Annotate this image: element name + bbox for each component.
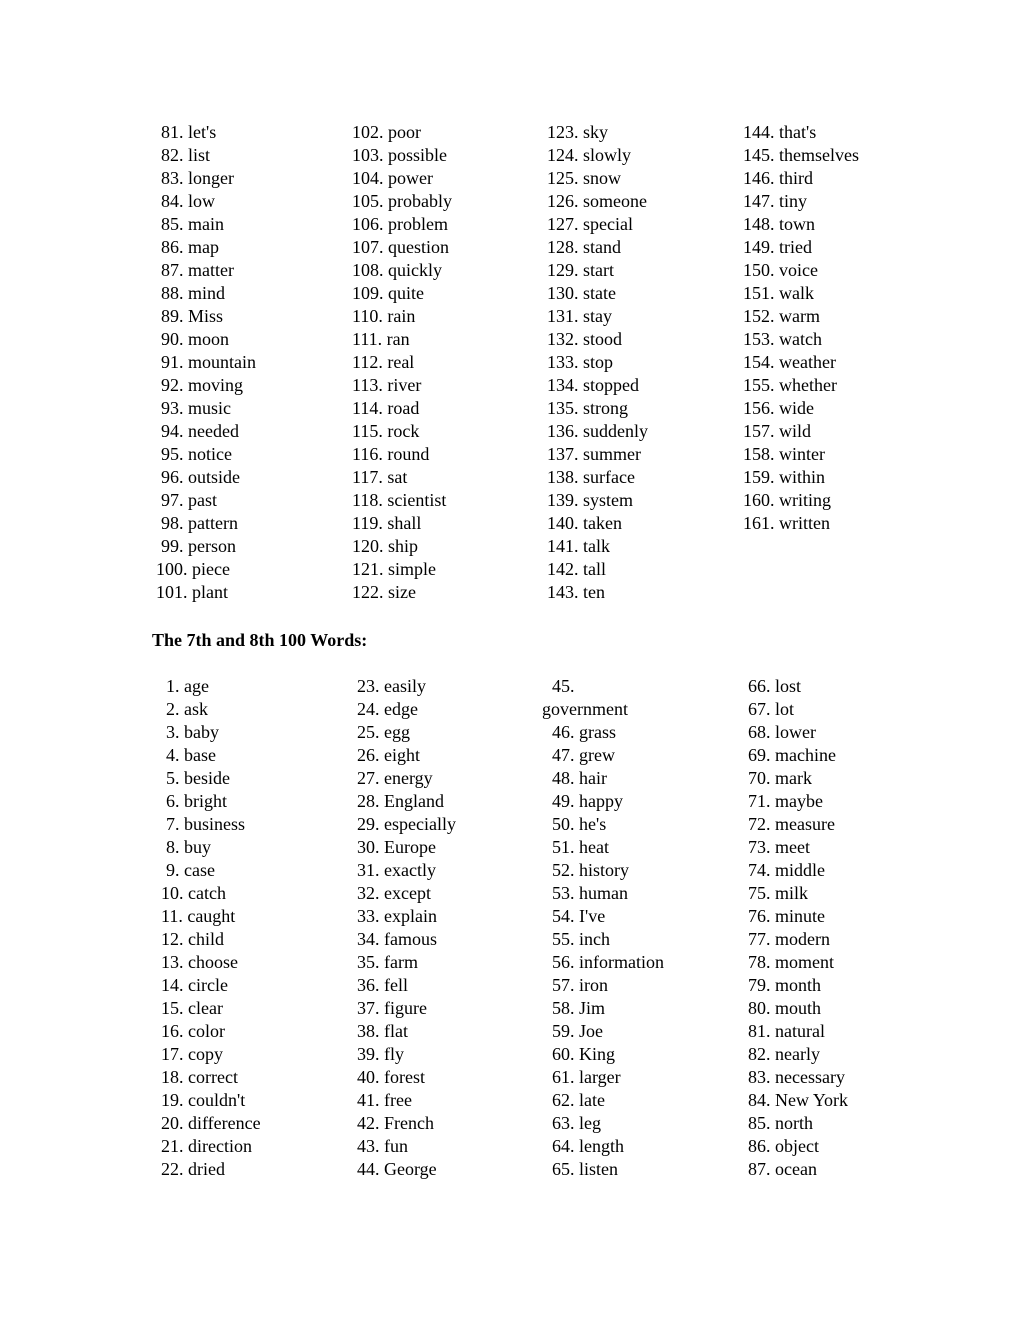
- word-list-item: 34. famous: [357, 929, 437, 949]
- word-list-item: 56. information: [552, 952, 664, 972]
- word-list-item: 85. main: [161, 214, 224, 234]
- word-list-item: 119. shall: [352, 513, 422, 533]
- word-list-item: 59. Joe: [552, 1021, 603, 1041]
- word-list-item: 141. talk: [547, 536, 610, 556]
- word-list-item: 45.: [552, 676, 575, 696]
- word-list-item: 61. larger: [552, 1067, 621, 1087]
- word-list-item: 23. easily: [357, 676, 426, 696]
- word-list-column: [743, 121, 859, 535]
- word-list-item: 137. summer: [547, 444, 641, 464]
- word-list-item: 79. month: [748, 975, 822, 995]
- word-list-item: 122. size: [352, 582, 416, 602]
- word-list-item: 30. Europe: [357, 837, 436, 857]
- word-list-item: 123. sky: [547, 122, 609, 142]
- word-list-item: 136. suddenly: [547, 421, 648, 441]
- word-list-item: 132. stood: [547, 329, 623, 349]
- word-list-item: 32. except: [357, 883, 431, 903]
- word-list-item: 127. special: [547, 214, 633, 234]
- word-list-item: 146. third: [743, 168, 813, 188]
- word-list-item: 74. middle: [748, 860, 825, 880]
- word-list-item: 86. map: [161, 237, 219, 257]
- word-list-item: 149. tried: [743, 237, 812, 257]
- word-list-item: 14. circle: [161, 975, 228, 995]
- word-list-item: 50. he's: [552, 814, 607, 834]
- word-list-item: 28. England: [357, 791, 444, 811]
- word-list-item: 15. clear: [161, 998, 223, 1018]
- word-list-item: 139. system: [547, 490, 634, 510]
- word-list-item: 83. necessary: [748, 1067, 845, 1087]
- word-list-item: 11. caught: [161, 906, 236, 926]
- word-list-item: 71. maybe: [748, 791, 823, 811]
- word-list-item: 75. milk: [748, 883, 809, 903]
- word-list-item: 46. grass: [552, 722, 616, 742]
- word-list-item: 33. explain: [357, 906, 437, 926]
- word-list-item: 20. difference: [161, 1113, 261, 1133]
- word-list-item: 5. beside: [166, 768, 230, 788]
- word-list-column: [352, 121, 452, 604]
- word-list-item: 37. figure: [357, 998, 427, 1018]
- word-list-item: 113. river: [352, 375, 422, 395]
- word-list-item: 87. matter: [161, 260, 234, 280]
- word-list-item: 57. iron: [552, 975, 608, 995]
- word-list-item: 107. question: [352, 237, 449, 257]
- word-list-item: 116. round: [352, 444, 430, 464]
- word-list-item: 105. probably: [352, 191, 452, 211]
- word-list-item: 55. inch: [552, 929, 610, 949]
- word-list-item: 92. moving: [161, 375, 244, 395]
- word-list-column: [542, 675, 664, 1181]
- word-list-item: 65. listen: [552, 1159, 618, 1179]
- word-list-item: 134. stopped: [547, 375, 639, 395]
- word-list-item: 144. that's: [743, 122, 817, 142]
- word-list-item: 72. measure: [748, 814, 835, 834]
- word-list-item: 52. history: [552, 860, 630, 880]
- word-list-column: [547, 121, 648, 604]
- word-list-item: 82. list: [161, 145, 211, 165]
- word-list-item: 4. base: [166, 745, 216, 765]
- word-list-item: 77. modern: [748, 929, 830, 949]
- word-list-item: 156. wide: [743, 398, 814, 418]
- word-list-item: 128. stand: [547, 237, 621, 257]
- word-list-item: 93. music: [161, 398, 231, 418]
- word-list-item: 12. child: [161, 929, 224, 949]
- word-list-column: [357, 675, 456, 1181]
- word-list-item: 148. town: [743, 214, 815, 234]
- word-list-item: 47. grew: [552, 745, 615, 765]
- word-list-item: 147. tiny: [743, 191, 808, 211]
- word-list-item: 109. quite: [352, 283, 424, 303]
- word-list-item: 126. someone: [547, 191, 647, 211]
- word-list-item: 70. mark: [748, 768, 812, 788]
- word-list-item: 89. Miss: [161, 306, 224, 326]
- word-list-item: 115. rock: [352, 421, 420, 441]
- word-list-item: 49. happy: [552, 791, 623, 811]
- word-list-item: 145. themselves: [743, 145, 859, 165]
- word-list-item: 21. direction: [161, 1136, 252, 1156]
- word-list-item: 51. heat: [552, 837, 609, 857]
- word-list-item: 108. quickly: [352, 260, 442, 280]
- word-list-item: 96. outside: [161, 467, 240, 487]
- word-list-item: 161. written: [743, 513, 830, 533]
- word-list-item: government: [542, 699, 628, 719]
- word-list-item: 125. snow: [547, 168, 622, 188]
- word-list-item: 24. edge: [357, 699, 418, 719]
- word-list-item: 40. forest: [357, 1067, 425, 1087]
- word-list-item: 42. French: [357, 1113, 434, 1133]
- word-list-item: 88. mind: [161, 283, 226, 303]
- word-list-item: 63. leg: [552, 1113, 601, 1133]
- word-list-item: 27. energy: [357, 768, 433, 788]
- word-list-item: 133. stop: [547, 352, 614, 372]
- word-list-item: 129. start: [547, 260, 614, 280]
- word-list-item: 111. ran: [352, 329, 410, 349]
- word-list-item: 150. voice: [743, 260, 818, 280]
- section-heading: The 7th and 8th 100 Words:: [152, 630, 368, 650]
- word-list-item: 130. state: [547, 283, 616, 303]
- word-list-item: 16. color: [161, 1021, 225, 1041]
- word-list-item: 29. especially: [357, 814, 456, 834]
- word-list-item: 19. couldn't: [161, 1090, 246, 1110]
- word-list-item: 112. real: [352, 352, 415, 372]
- word-list-item: 48. hair: [552, 768, 607, 788]
- word-list-item: 58. Jim: [552, 998, 606, 1018]
- word-list-item: 157. wild: [743, 421, 812, 441]
- word-list-item: 117. sat: [352, 467, 408, 487]
- word-list-item: 44. George: [357, 1159, 437, 1179]
- word-list-item: 90. moon: [161, 329, 230, 349]
- word-list-item: 106. problem: [352, 214, 448, 234]
- word-list-item: 13. choose: [161, 952, 238, 972]
- word-list-item: 158. winter: [743, 444, 825, 464]
- word-list-item: 91. mountain: [161, 352, 256, 372]
- word-list-item: 39. fly: [357, 1044, 404, 1064]
- word-list-item: 100. piece: [156, 559, 230, 579]
- word-list-item: 97. past: [161, 490, 217, 510]
- word-list-item: 83. longer: [161, 168, 234, 188]
- word-list-item: 99. person: [161, 536, 236, 556]
- word-list-item: 78. moment: [748, 952, 834, 972]
- word-list-item: 53. human: [552, 883, 628, 903]
- word-list-item: 82. nearly: [748, 1044, 820, 1064]
- word-list-item: 80. mouth: [748, 998, 822, 1018]
- word-list-item: 10. catch: [161, 883, 226, 903]
- word-list-item: 1. age: [166, 676, 209, 696]
- word-list-item: 154. weather: [743, 352, 836, 372]
- word-list-item: 121. simple: [352, 559, 436, 579]
- word-list-item: 120. ship: [352, 536, 419, 556]
- word-list-item: 140. taken: [547, 513, 622, 533]
- word-list-item: 81. let's: [161, 122, 217, 142]
- word-list-item: 124. slowly: [547, 145, 632, 165]
- word-list-item: 35. farm: [357, 952, 418, 972]
- word-list-item: 114. road: [352, 398, 420, 418]
- word-list-item: 103. possible: [352, 145, 448, 165]
- word-list-item: 64. length: [552, 1136, 624, 1156]
- word-list-item: 66. lost: [748, 676, 802, 696]
- word-list-item: 6. bright: [166, 791, 227, 811]
- word-list-item: 95. notice: [161, 444, 232, 464]
- word-list-item: 25. egg: [357, 722, 410, 742]
- word-list-item: 67. lot: [748, 699, 795, 719]
- word-list-item: 41. free: [357, 1090, 412, 1110]
- word-list-item: 54. I've: [552, 906, 606, 926]
- word-list-item: 110. rain: [352, 306, 416, 326]
- word-list-item: 153. watch: [743, 329, 822, 349]
- word-list-item: 159. within: [743, 467, 826, 487]
- word-list-item: 69. machine: [748, 745, 836, 765]
- word-list-item: 7. business: [166, 814, 246, 834]
- word-list-item: 142. tall: [547, 559, 606, 579]
- word-list-column: [156, 121, 256, 604]
- word-list-item: 160. writing: [743, 490, 831, 510]
- word-list-item: 98. pattern: [161, 513, 238, 533]
- word-list-column: [161, 675, 261, 1181]
- word-list-item: 155. whether: [743, 375, 837, 395]
- word-list-item: 76. minute: [748, 906, 825, 926]
- word-list-item: 3. baby: [166, 722, 219, 742]
- word-list-item: 60. King: [552, 1044, 615, 1064]
- word-list-item: 73. meet: [748, 837, 810, 857]
- word-list-item: 22. dried: [161, 1159, 225, 1179]
- word-list-item: 36. fell: [357, 975, 408, 995]
- word-list-item: 43. fun: [357, 1136, 408, 1156]
- word-list-item: 152. warm: [743, 306, 820, 326]
- word-list-item: 101. plant: [156, 582, 228, 602]
- word-list-item: 84. New York: [748, 1090, 849, 1110]
- word-list-item: 143. ten: [547, 582, 605, 602]
- word-list-item: 102. poor: [352, 122, 421, 142]
- word-list-item: 135. strong: [547, 398, 628, 418]
- word-list-item: 81. natural: [748, 1021, 825, 1041]
- word-list-item: 86. object: [748, 1136, 819, 1156]
- word-list-item: 68. lower: [748, 722, 816, 742]
- word-list-item: 18. correct: [161, 1067, 238, 1087]
- word-list-item: 2. ask: [166, 699, 208, 719]
- word-list-item: 118. scientist: [352, 490, 447, 510]
- word-list-item: 38. flat: [357, 1021, 408, 1041]
- word-list-item: 87. ocean: [748, 1159, 817, 1179]
- word-list-item: 8. buy: [166, 837, 211, 857]
- word-list-item: 131. stay: [547, 306, 612, 326]
- word-list-item: 62. late: [552, 1090, 605, 1110]
- word-list-item: 138. surface: [547, 467, 635, 487]
- word-list-item: 84. low: [161, 191, 215, 211]
- word-list-item: 26. eight: [357, 745, 420, 765]
- word-list-item: 104. power: [352, 168, 433, 188]
- word-list-column: [748, 675, 848, 1181]
- word-list-item: 17. copy: [161, 1044, 223, 1064]
- word-list-item: 9. case: [166, 860, 215, 880]
- word-list-item: 94. needed: [161, 421, 239, 441]
- word-list-item: 31. exactly: [357, 860, 436, 880]
- word-list-item: 85. north: [748, 1113, 813, 1133]
- word-list-item: 151. walk: [743, 283, 814, 303]
